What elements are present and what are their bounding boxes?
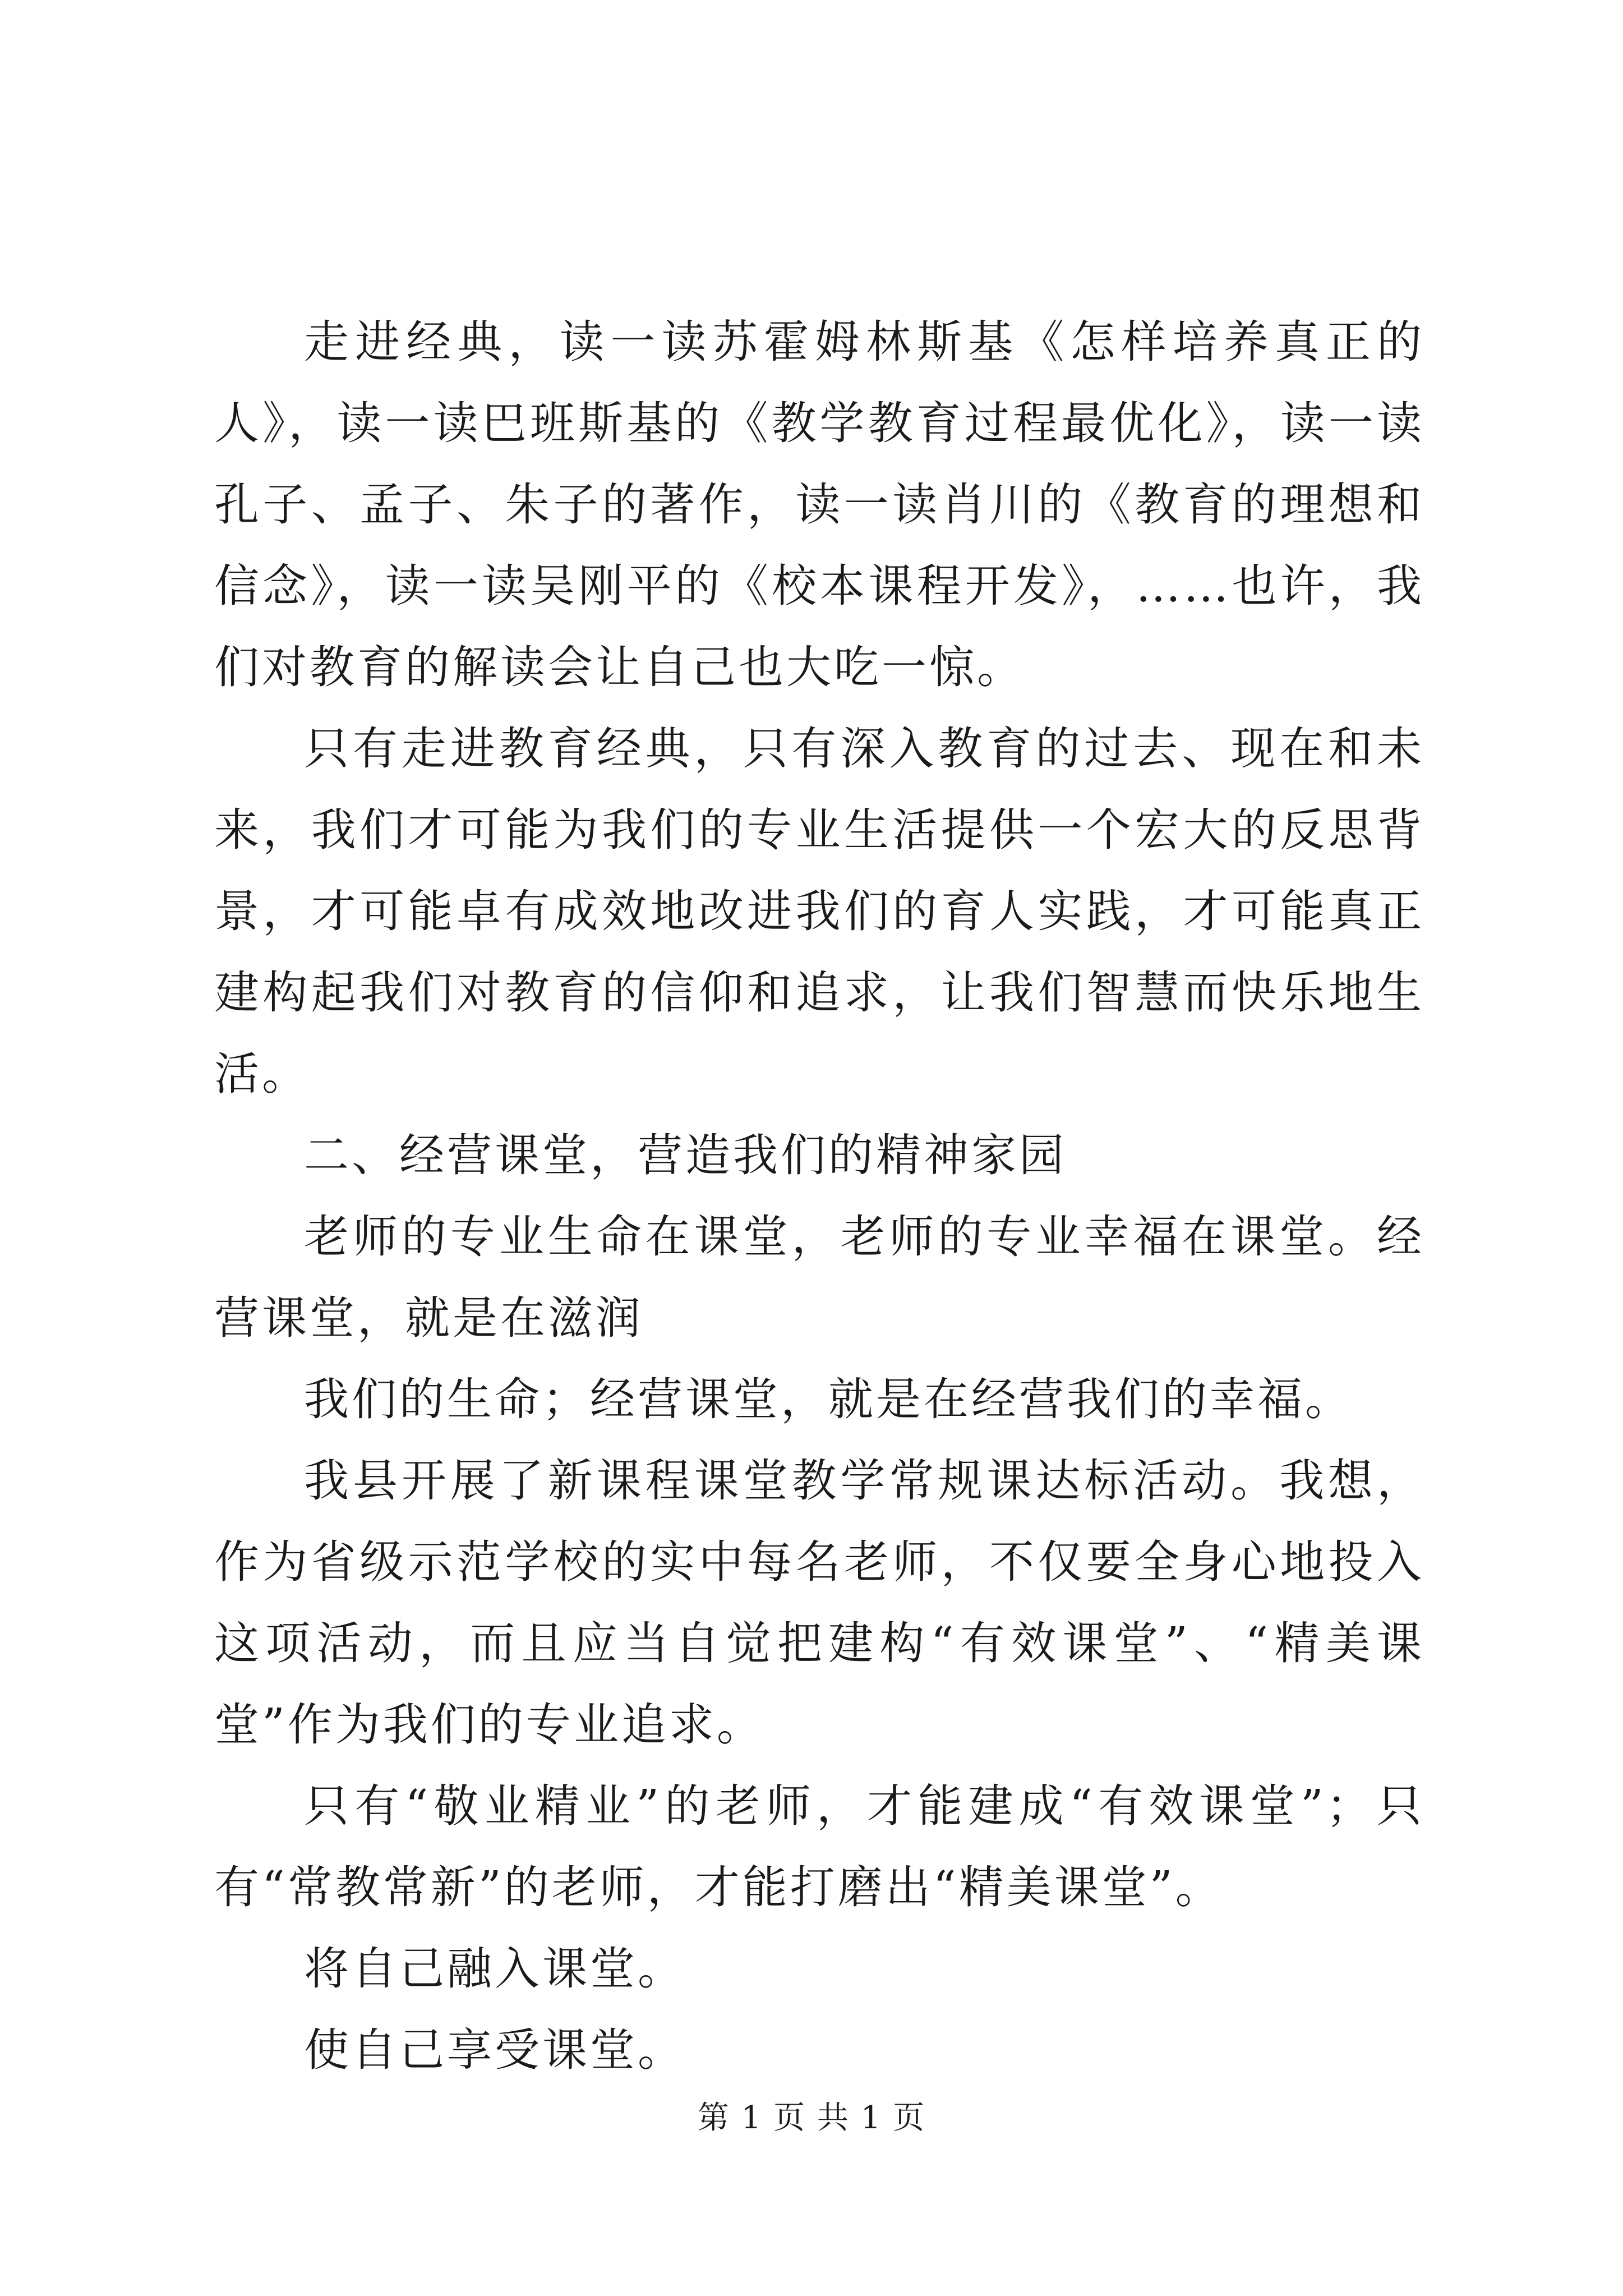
- document-body: [214, 301, 1424, 2091]
- paragraph-teacher-life: 老师的专业生命在课堂，老师的专业幸福在课堂。经营课堂，就是在滋润: [214, 1211, 1424, 1344]
- section-heading-classroom: 二、经营课堂，营造我们的精神家园: [304, 1129, 1067, 1181]
- paragraph-integrate-classroom: 将自己融入课堂。: [304, 1943, 685, 1995]
- page-footer: 第 1 页 共 1 页: [697, 2100, 926, 2136]
- paragraph-enjoy-classroom: 使自己享受课堂。: [304, 2024, 685, 2076]
- paragraph-county-activity: 我县开展了新课程课堂教学常规课达标活动。我想，作为省级示范学校的实中每名老师，不仅要全身心地投入这项活动，而且应当自觉把建构“有效课堂”、“精美课堂”作为我们的专业追求。: [214, 1455, 1424, 1751]
- paragraph-education-classics: 只有走进教育经典，只有深入教育的过去、现在和未来，我们才可能为我们的专业生活提供一个宏大的反思背景，才可能卓有成效地改进我们的育人实践，才可能真正建构起我们对教育的信仰和追求，让我们智慧而快乐地生活。: [214, 723, 1424, 1100]
- paragraph-dedicated-teachers: 只有“敬业精业”的老师，才能建成“有效课堂”；只有“常教常新”的老师，才能打磨出“精美课堂”。: [214, 1780, 1424, 1913]
- paragraph-our-life: 我们的生命；经营课堂，就是在经营我们的幸福。: [304, 1373, 1353, 1425]
- paragraph-classics-reading: 走进经典，读一读苏霍姆林斯基《怎样培养真正的人》，读一读巴班斯基的《教学教育过程最优化》，读一读孔子、孟子、朱子的著作，读一读肖川的《教育的理想和信念》，读一读吴刚平的《校本课程开发》，……也许，我们对教育的解读会让自己也大吃一惊。: [214, 316, 1424, 693]
